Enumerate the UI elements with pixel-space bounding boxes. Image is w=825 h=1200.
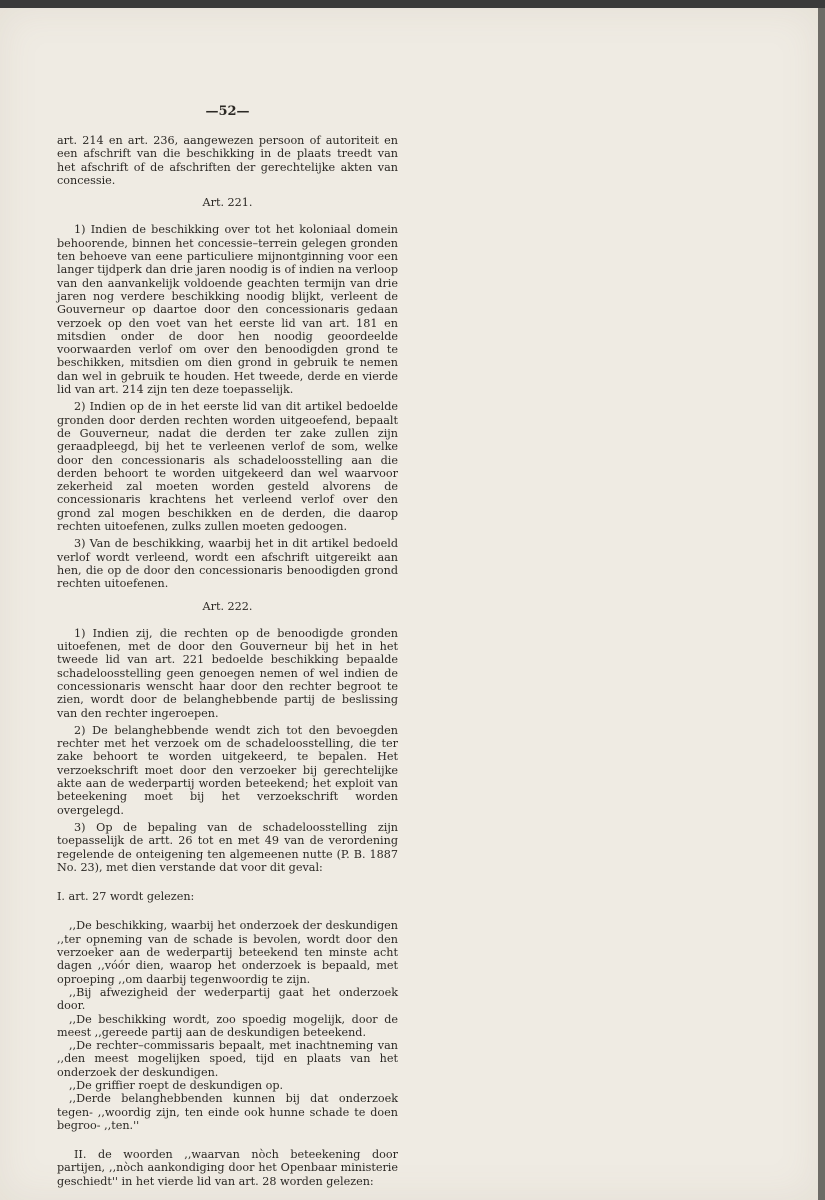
paragraph-continuation: art. 214 en art. 236, aangewezen persoon of autoriteit en een afschrift van die beschikking in de plaats treedt van het afschrift of de afschriften der gerechtelijke akten van concessie. <box>57 134 398 187</box>
article-221-paragraph-1: 1) Indien de beschikking over tot het koloniaal domein behoorende, binnen het concessie–terrein gelegen gronden ten behoeve van eene particuliere mijnontginning voor een langer tijdperk dan drie jaren noodig is of indien na verloop van den aanvankelijk voldoende geachten termijn van drie jaren nog verdere beschikking noodig blijkt, verleent de Gouverneur op daartoe door den concessionaris gedaan verzoek op den voet van het eerste lid van art. 181 en mitsdien onder de door hen noodig geoordeelde voorwaarden verlof om over den benoodigden grond te beschikken, mitsdien om dien grond in gebruik te nemen dan wel in gebruik te houden. Het tweede, derde en vierde lid van art. 214 zijn ten deze toepasselijk. <box>57 223 398 397</box>
page-edge <box>818 8 825 1200</box>
quoted-paragraph: ,,Bij afwezigheid der wederpartij gaat het onderzoek door. <box>57 985 398 1013</box>
subsection-II: II. de woorden ,,waarvan nòch beteekening door partijen, ,,nòch aankondiging door het Openbaar ministerie geschiedt'' in het vierde lid van art. 28 worden gelezen: <box>57 1148 398 1188</box>
article-221-paragraph-2: 2) Indien op de in het eerste lid van dit artikel bedoelde gronden door derden rechten worden uitgeoefend, bepaalt de Gouverneur, nadat die derden ter zake zullen zijn geraadpleegd, bij het te verleenen verlof de som, welke door den concessionaris als schadeloosstelling aan die derden behoort te worden uitgekeerd dan wel waarvoor zekerheid zal moeten worden gesteld alvorens de concessionaris krachtens het verleend verlof over den grond zal mogen beschikken en de derden, die daarop rechten uitoefenen, zulks zullen moeten gedoogen. <box>57 400 398 534</box>
quoted-paragraph: ,,De beschikking wordt, zoo spoedig mogelijk, door de meest ,,gereede partij aan de deskundigen beteekend. <box>57 1012 398 1039</box>
article-heading-221: Art. 221. <box>202 196 253 210</box>
article-222-paragraph-3: 3) Op de bepaling van de schadeloosstelling zijn toepasselijk de artt. 26 tot en met 49 van de verordening regelende de onteigening ten algemeenen nutte (P. B. 1887 No. 23), met dien verstande dat voor dit geval: <box>57 820 398 874</box>
article-heading-222: Art. 222. <box>202 599 253 613</box>
quoted-paragraph: ,,De beschikking, waarbij het onderzoek der deskundigen ,,ter opneming van de schade is bevolen, wordt door den verzoeker aan de wederpartij beteekend ten minste acht dagen ,,vóór dien, waarop het onderzoek is bepaald, met oproeping ,,om daarbij tegenwoordig te zijn. <box>57 919 398 986</box>
page-number: —52— <box>205 104 250 119</box>
subsection-I: I. art. 27 wordt gelezen: <box>57 890 195 904</box>
quoted-paragraph: ,,Derde belanghebbenden kunnen bij dat onderzoek tegen- ,,woordig zijn, ten einde ook hunne schade te doen begroo- ,,ten.'' <box>57 1092 398 1132</box>
article-222-paragraph-1: 1) Indien zij, die rechten op de benoodigde gronden uitoefenen, met de door den Gouverneur bij het in het tweede lid van art. 221 bedoelde beschikking bepaalde schadeloosstelling geen genoegen nemen of wel indien de concessionaris wenscht haar door den rechter begroot te zien, wordt door de belanghebbende partij de beslissing van den rechter ingeroepen. <box>57 626 398 720</box>
document-text <box>57 102 398 1188</box>
quoted-paragraph: ,,De rechter–commissaris bepaalt, met inachtneming van ,,den meest mogelijken spoed, tijd en plaats van het onderzoek der deskundigen. <box>57 1039 398 1079</box>
quoted-paragraph: ,,De griffier roept de deskundigen op. <box>69 1079 284 1092</box>
article-221-paragraph-3: 3) Van de beschikking, waarbij het in dit artikel bedoeld verlof wordt verleend, wordt een afschrift uitgereikt aan hen, die op de door den concessionaris benoodigden grond rechten uitoefenen. <box>57 537 398 591</box>
article-222-paragraph-2: 2) De belanghebbende wendt zich tot den bevoegden rechter met het verzoek om de schadeloosstelling, die ter zake behoort te worden uitgekeerd, te bepalen. Het verzoekschrift moet door den verzoeker bij gerechtelijke akte aan de wederpartij worden beteekend; het exploit van beteekening moet bij het verzoekschrift worden overgelegd. <box>57 723 398 817</box>
